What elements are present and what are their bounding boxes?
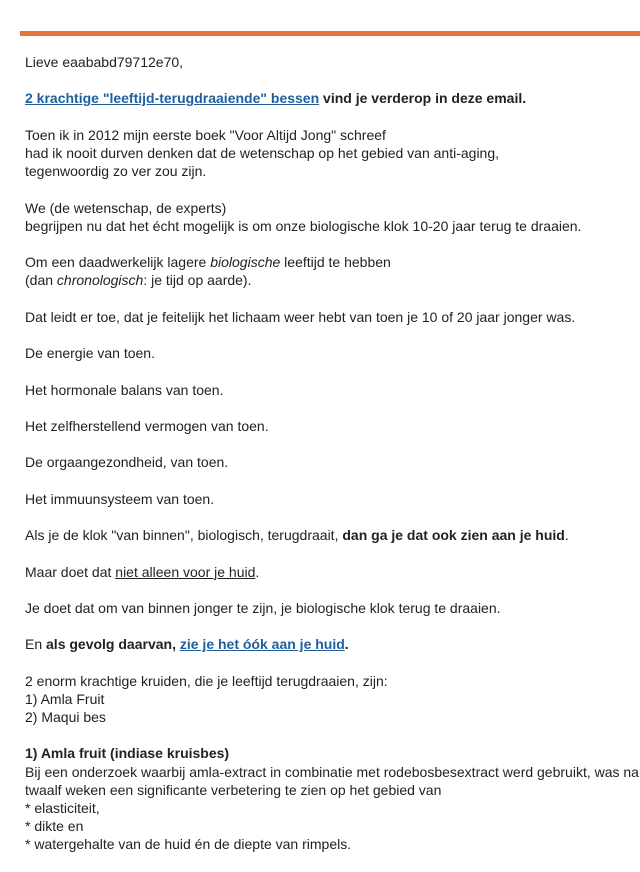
text-span: Maar doet dat	[25, 563, 116, 580]
amla-section	[25, 744, 640, 853]
bullet-line: * dikte en	[25, 818, 84, 835]
italic-text: biologische	[210, 254, 281, 271]
text-line: Bij een onderzoek waarbij amla-extract in combinatie met rodebosbesextract werd gebruikt, was na	[25, 763, 639, 780]
text-span: : je tijd op aarde).	[143, 272, 252, 289]
not-only-paragraph	[25, 563, 640, 581]
underlined-text: niet alleen voor je huid	[115, 563, 256, 580]
text-line: had ik nooit durven denken dat de wetenschap op het gebied van anti-aging,	[25, 144, 500, 161]
email-body	[25, 53, 640, 872]
text-line: begrijpen nu dat het écht mogelijk is om onze biologische klok 10-20 jaar terug te draaien.	[25, 217, 582, 234]
herb-item: 2) Maqui bes	[25, 709, 106, 726]
header-accent-bar	[20, 31, 640, 36]
text-line: 2 enorm krachtige kruiden, die je leeftijd terugdraaien, zijn:	[25, 672, 388, 689]
text-span: .	[255, 563, 260, 580]
biological-age-paragraph	[25, 253, 640, 289]
greeting: Lieve eaababd79712e70,	[25, 54, 184, 70]
bold-text: .	[344, 636, 349, 653]
text-line	[25, 271, 640, 289]
book-paragraph	[25, 126, 640, 181]
text-span: Als je de klok "van binnen", biologisch, terugdraait,	[25, 527, 343, 544]
herbs-paragraph	[25, 672, 640, 727]
clock-paragraph	[25, 526, 640, 544]
italic-text: chronologisch	[56, 272, 144, 289]
intro-paragraph	[25, 89, 640, 107]
inside-paragraph: Je doet dat om van binnen jonger te zijn, je biologische klok terug te draaien.	[25, 599, 501, 616]
bold-text: dan ga je dat ook zien aan je huid	[342, 527, 565, 544]
text-span: En	[25, 636, 47, 653]
text-line: Toen ik in 2012 mijn eerste boek "Voor Altijd Jong" schreef	[25, 126, 386, 143]
text-line: tegenwoordig zo ver zou zijn.	[25, 163, 207, 180]
text-span: leeftijd te hebben	[280, 254, 391, 271]
intro-bold-text: vind je verderop in deze email.	[319, 90, 527, 107]
then-line: Het zelfherstellend vermogen van toen.	[25, 417, 269, 434]
herb-item: 1) Amla Fruit	[25, 690, 105, 707]
text-line	[25, 253, 640, 271]
text-span: .	[564, 527, 569, 544]
result-paragraph: Dat leidt er toe, dat je feitelijk het lichaam weer hebt van toen je 10 of 20 jaar jonger was.	[25, 308, 576, 325]
text-line: twaalf weken een significante verbetering te zien op het gebied van	[25, 781, 442, 798]
then-line: De energie van toen.	[25, 345, 155, 362]
bullet-line: * elasticiteit,	[25, 800, 100, 817]
text-span: (dan	[25, 272, 57, 289]
then-line: De orgaangezondheid, van toen.	[25, 454, 229, 471]
skin-link[interactable]: zie je het óók aan je huid	[179, 636, 345, 653]
text-span: Om een daadwerkelijk lagere	[25, 254, 211, 271]
section-heading: 1) Amla fruit (indiase kruisbes)	[25, 745, 230, 762]
bold-text: als gevolg daarvan,	[46, 636, 180, 653]
berries-link[interactable]: 2 krachtige "leeftijd-terugdraaiende" bessen	[25, 90, 320, 107]
then-line: Het hormonale balans van toen.	[25, 381, 224, 398]
then-line: Het immuunsysteem van toen.	[25, 490, 215, 507]
text-line: We (de wetenschap, de experts)	[25, 199, 227, 216]
bullet-line: * watergehalte van de huid én de diepte van rimpels.	[25, 836, 352, 853]
consequence-paragraph	[25, 635, 640, 653]
experts-paragraph	[25, 199, 640, 235]
